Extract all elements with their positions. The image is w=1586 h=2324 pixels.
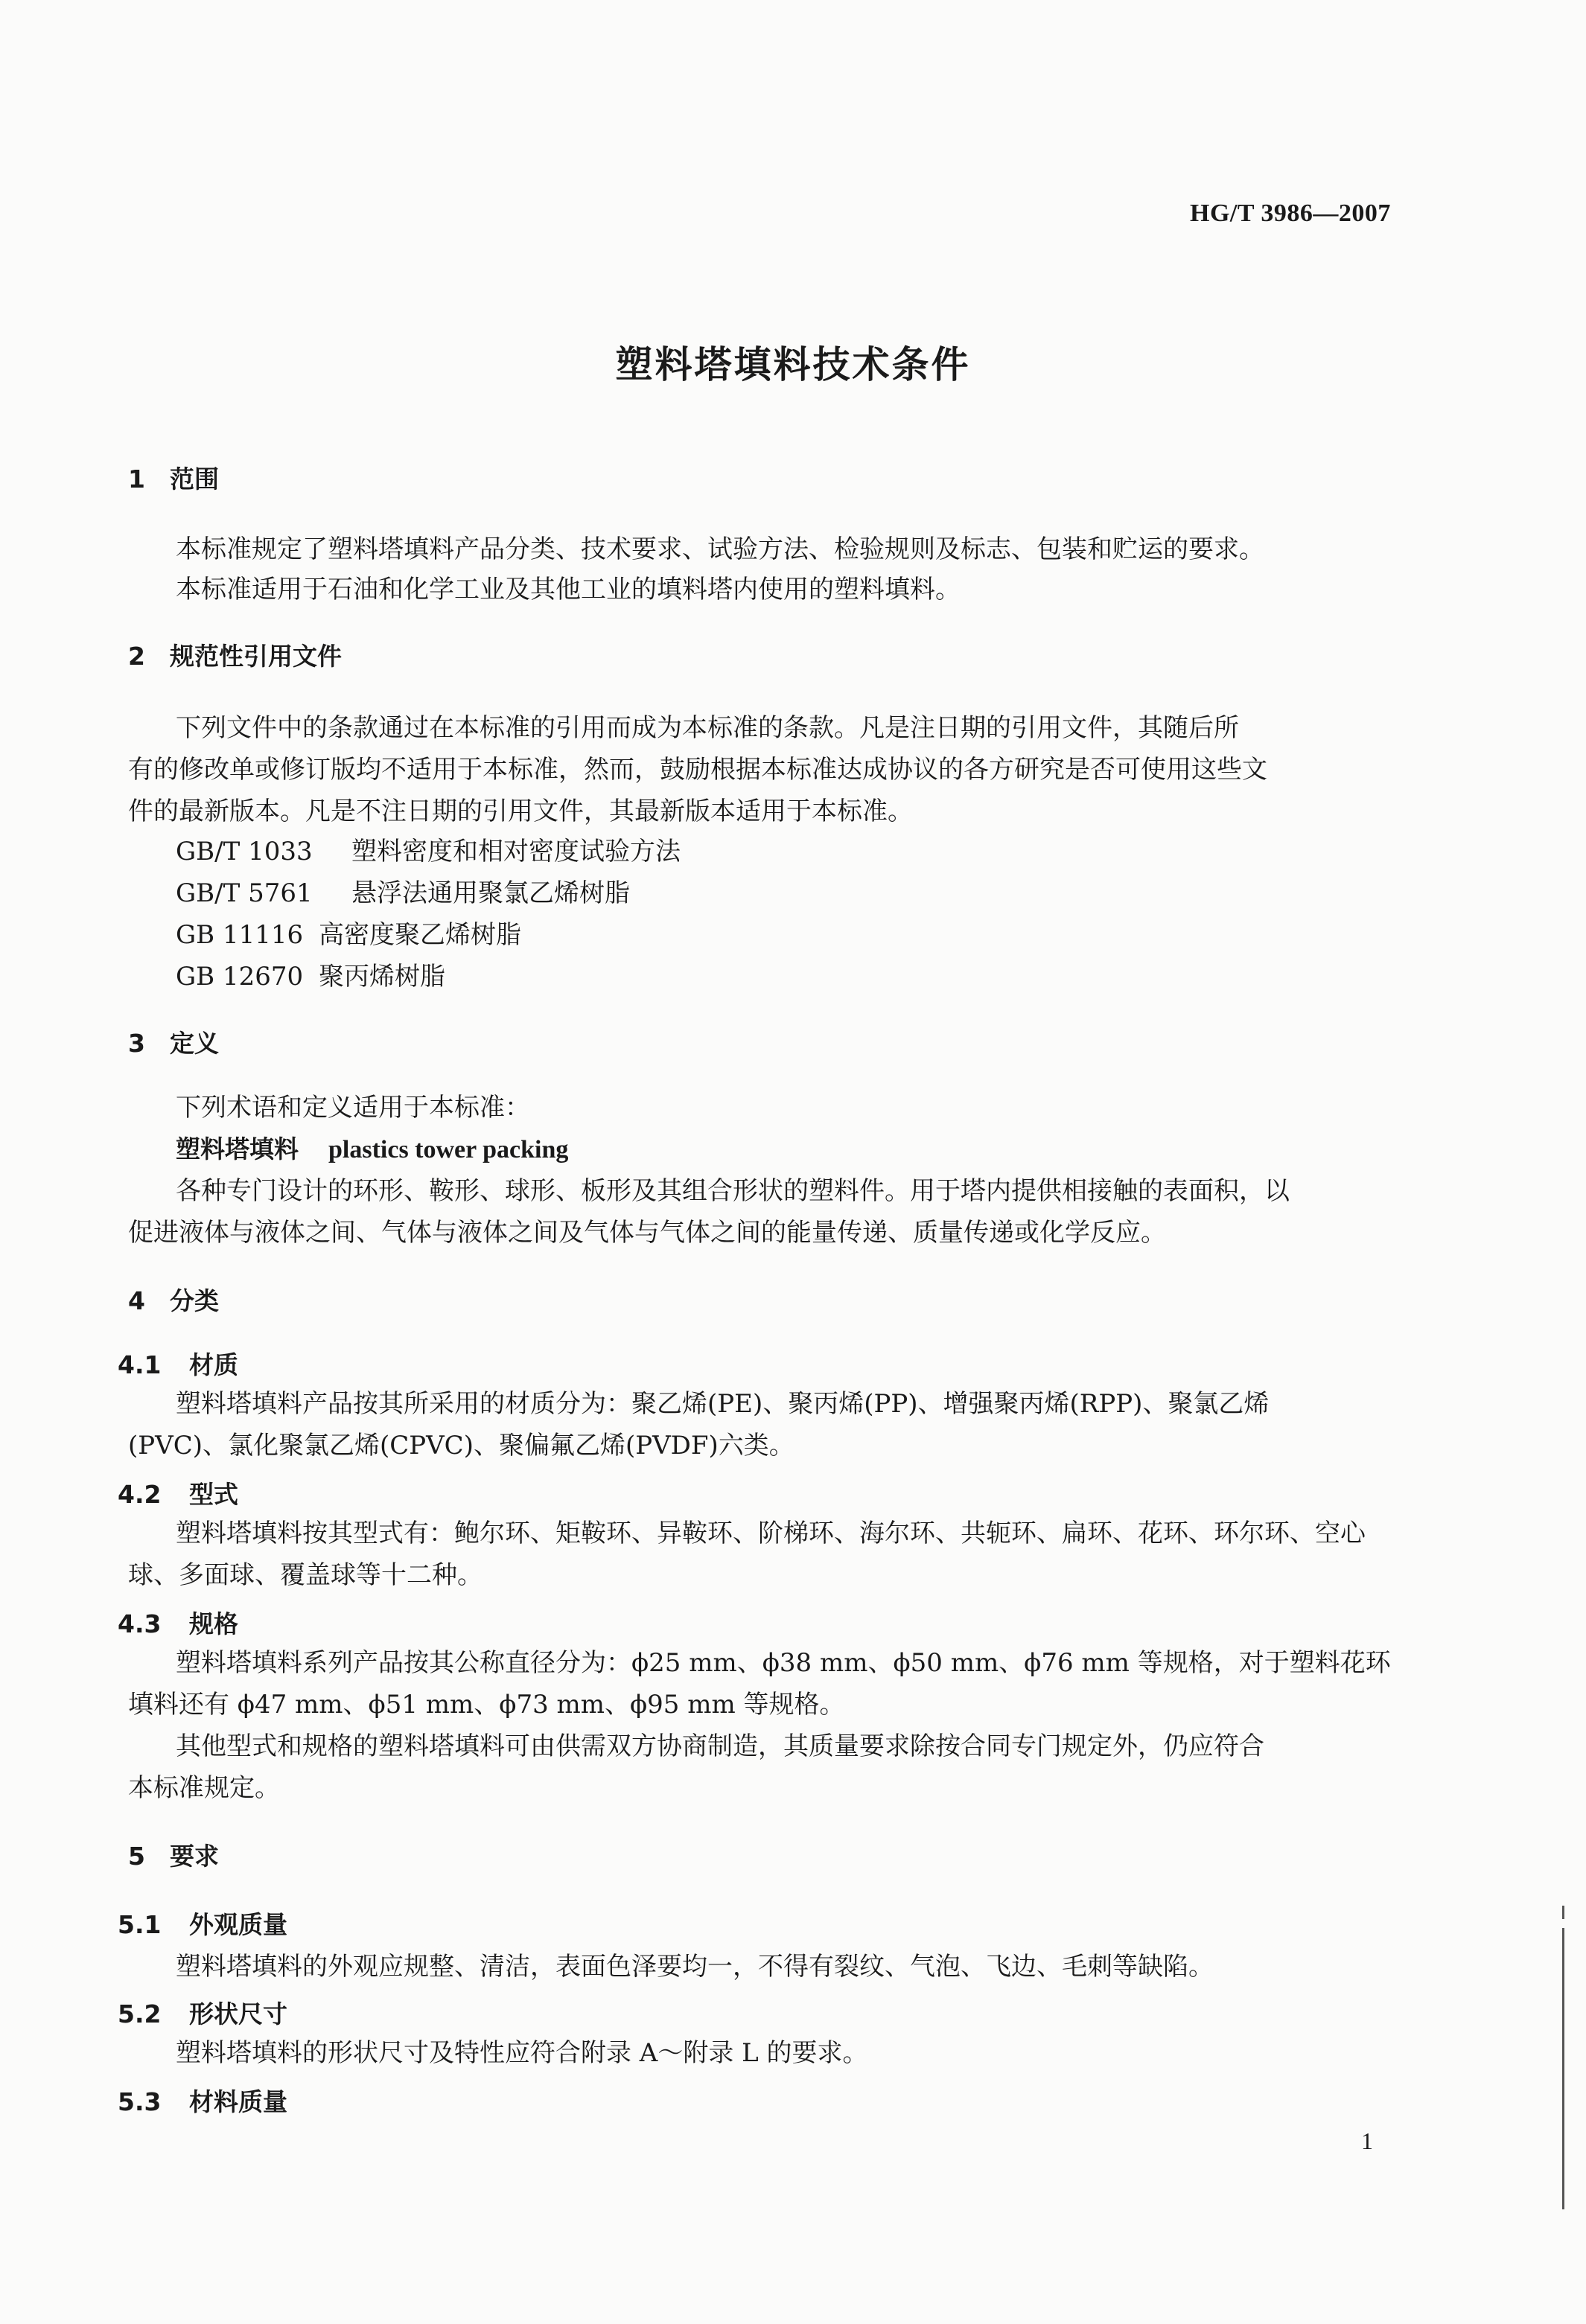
subsection-title: 形状尺寸 (189, 1999, 287, 2028)
reference-name: 聚丙烯树脂 (319, 962, 445, 992)
section-title: 范围 (170, 465, 219, 494)
paragraph-line: 各种专门设计的环形、鞍形、球形、板形及其组合形状的塑料件。用于塔内提供相接触的表面积，以 (176, 1176, 1290, 1206)
reference-item (176, 920, 521, 950)
subsection-title: 型式 (189, 1480, 238, 1509)
term-entry (176, 1134, 568, 1165)
section-title: 定义 (170, 1029, 219, 1058)
reference-name: 塑料密度和相对密度试验方法 (351, 837, 681, 866)
section-5-heading (128, 1837, 219, 1872)
paragraph-line: 件的最新版本。凡是不注日期的引用文件，其最新版本适用于本标准。 (128, 797, 913, 826)
term-english: plastics tower packing (328, 1136, 569, 1163)
page-number: 1 (1361, 2127, 1373, 2154)
subsection-4-1-heading (118, 1346, 238, 1381)
section-2-heading (128, 637, 342, 672)
subsection-number: 5.3 (118, 2087, 162, 2116)
paragraph-line: 其他型式和规格的塑料塔填料可由供需双方协商制造，其质量要求除按合同专门规定外，仍应符合 (176, 1731, 1264, 1761)
section-title: 分类 (170, 1286, 219, 1315)
subsection-title: 外观质量 (189, 1910, 287, 1939)
subsection-5-1-heading (118, 1906, 287, 1941)
subsection-title: 材料质量 (189, 2087, 287, 2116)
paragraph-line: 塑料塔填料的形状尺寸及特性应符合附录 A～附录 L 的要求。 (176, 2038, 868, 2068)
section-title: 要求 (170, 1842, 219, 1871)
paragraph-line: 促进液体与液体之间、气体与液体之间及气体与气体之间的能量传递、质量传递或化学反应。 (128, 1218, 1166, 1248)
section-number: 3 (128, 1029, 145, 1058)
reference-item (176, 878, 630, 908)
reference-name: 悬浮法通用聚氯乙烯树脂 (351, 878, 630, 908)
paragraph: 本标准适用于石油和化学工业及其他工业的填料塔内使用的塑料填料。 (176, 575, 961, 604)
section-3-heading (128, 1024, 219, 1059)
paragraph-line: 塑料塔填料系列产品按其公称直径分为：ϕ25 mm、ϕ38 mm、ϕ50 mm、ϕ76 mm 等规格，对于塑料花环 (176, 1648, 1391, 1678)
scan-edge-line (1562, 1928, 1564, 2209)
subsection-number: 5.1 (118, 1910, 162, 1939)
paragraph-line: 塑料塔填料的外观应规整、清洁，表面色泽要均一，不得有裂纹、气泡、飞边、毛刺等缺陷。 (176, 1952, 1214, 1982)
section-number: 4 (128, 1286, 145, 1315)
subsection-5-3-heading (118, 2083, 287, 2118)
document-title: 塑料塔填料技术条件 (615, 343, 971, 386)
reference-item (176, 962, 445, 992)
subsection-number: 5.2 (118, 1999, 162, 2028)
paragraph: 本标准规定了塑料塔填料产品分类、技术要求、试验方法、检验规则及标志、包装和贮运的要求。 (176, 534, 1264, 564)
section-4-heading (128, 1282, 219, 1317)
paragraph-line: 填料还有 ϕ47 mm、ϕ51 mm、ϕ73 mm、ϕ95 mm 等规格。 (128, 1690, 845, 1720)
paragraph-line: 塑料塔填料按其型式有：鲍尔环、矩鞍环、异鞍环、阶梯环、海尔环、共轭环、扁环、花环、环尔环、空心 (176, 1519, 1366, 1548)
reference-code: GB/T 5761 (176, 878, 313, 908)
reference-name: 高密度聚乙烯树脂 (319, 920, 521, 950)
reference-item (176, 837, 681, 866)
subsection-5-2-heading (118, 1995, 287, 2030)
section-number: 5 (128, 1842, 145, 1871)
subsection-4-3-heading (118, 1605, 238, 1640)
paragraph-line: (PVC)、氯化聚氯乙烯(CPVC)、聚偏氟乙烯(PVDF)六类。 (128, 1431, 794, 1461)
subsection-number: 4.1 (118, 1350, 162, 1379)
subsection-4-2-heading (118, 1475, 238, 1510)
section-1-heading (128, 460, 219, 495)
reference-code: GB/T 1033 (176, 837, 313, 866)
paragraph-line: 本标准规定。 (128, 1773, 280, 1803)
paragraph-line: 塑料塔填料产品按其所采用的材质分为：聚乙烯(PE)、聚丙烯(PP)、增强聚丙烯(RPP)、聚氯乙烯 (176, 1389, 1270, 1419)
reference-code: GB 11116 (176, 920, 304, 950)
paragraph-line: 有的修改单或修订版均不适用于本标准，然而，鼓励根据本标准达成协议的各方研究是否可使用这些文 (128, 755, 1267, 785)
reference-code: GB 12670 (176, 962, 304, 992)
paragraph-line: 球、多面球、覆盖球等十二种。 (128, 1560, 483, 1590)
term-chinese: 塑料塔填料 (176, 1134, 299, 1163)
paragraph: 下列术语和定义适用于本标准： (176, 1093, 530, 1123)
section-number: 2 (128, 642, 145, 671)
section-number: 1 (128, 465, 145, 494)
subsection-number: 4.2 (118, 1480, 162, 1509)
section-title: 规范性引用文件 (170, 642, 342, 671)
subsection-number: 4.3 (118, 1609, 162, 1638)
subsection-title: 规格 (189, 1609, 238, 1638)
paragraph-line: 下列文件中的条款通过在本标准的引用而成为本标准的条款。凡是注日期的引用文件，其随后所 (176, 713, 1239, 743)
standard-code: HG/T 3986—2007 (1190, 199, 1391, 227)
scan-edge-tick (1562, 1906, 1564, 1919)
subsection-title: 材质 (189, 1350, 238, 1379)
